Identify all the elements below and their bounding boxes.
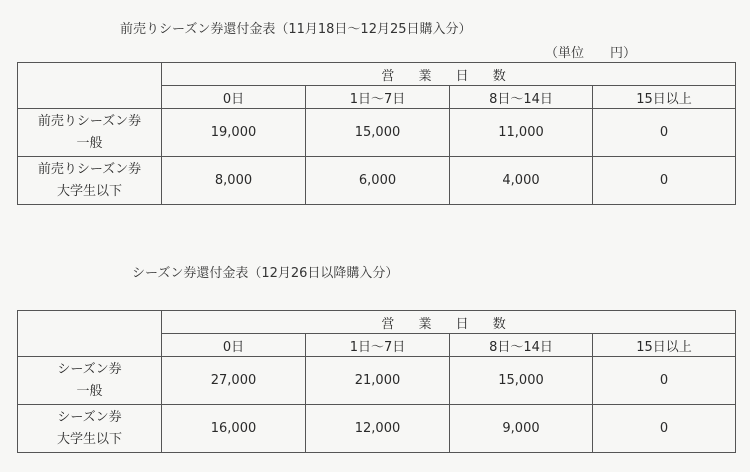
table-cell: 15,000 bbox=[450, 357, 593, 405]
column-header: 8日～14日 bbox=[450, 86, 593, 109]
table1-title: 前売りシーズン券還付金表（11月18日～12月25日購入分） bbox=[120, 22, 472, 37]
column-header: 15日以上 bbox=[593, 86, 736, 109]
table-row bbox=[18, 157, 736, 205]
table-cell: 4,000 bbox=[450, 157, 593, 205]
table-cell: 0 bbox=[593, 357, 736, 405]
column-header: 0日 bbox=[162, 86, 306, 109]
row-label-line1: 前売りシーズン券 bbox=[37, 161, 142, 177]
row-label bbox=[18, 109, 162, 157]
column-header: 8日～14日 bbox=[450, 334, 593, 357]
row-label-line1: 前売りシーズン券 bbox=[37, 113, 142, 129]
refund-table-presale bbox=[17, 62, 736, 205]
column-header: 1日～7日 bbox=[306, 334, 450, 357]
row-label-line2: 大学生以下 bbox=[56, 431, 122, 447]
table-cell: 12,000 bbox=[306, 405, 450, 453]
group-header: 営 業 日 数 bbox=[162, 311, 736, 334]
table2-title: シーズン券還付金表（12月26日以降購入分） bbox=[132, 266, 399, 281]
corner-cell bbox=[18, 63, 162, 109]
group-header: 営 業 日 数 bbox=[162, 63, 736, 86]
column-header: 15日以上 bbox=[593, 334, 736, 357]
table-cell: 15,000 bbox=[306, 109, 450, 157]
column-header: 1日～7日 bbox=[306, 86, 450, 109]
table-cell: 21,000 bbox=[306, 357, 450, 405]
row-label-line2: 一般 bbox=[76, 135, 103, 151]
table-cell: 11,000 bbox=[450, 109, 593, 157]
row-label-line1: シーズン券 bbox=[57, 409, 122, 425]
table-row bbox=[18, 109, 736, 157]
table-cell: 0 bbox=[593, 405, 736, 453]
column-header: 0日 bbox=[162, 334, 306, 357]
row-label-line2: 一般 bbox=[76, 383, 103, 399]
row-label-line1: シーズン券 bbox=[57, 361, 122, 377]
refund-table-season bbox=[17, 310, 736, 453]
table-cell: 6,000 bbox=[306, 157, 450, 205]
unit-label: （単位 円） bbox=[545, 46, 637, 61]
table-cell: 16,000 bbox=[162, 405, 306, 453]
table-cell: 19,000 bbox=[162, 109, 306, 157]
row-label bbox=[18, 157, 162, 205]
table-cell: 27,000 bbox=[162, 357, 306, 405]
table-cell: 0 bbox=[593, 157, 736, 205]
table-row bbox=[18, 357, 736, 405]
row-label bbox=[18, 405, 162, 453]
corner-cell bbox=[18, 311, 162, 357]
table-cell: 9,000 bbox=[450, 405, 593, 453]
table-cell: 0 bbox=[593, 109, 736, 157]
table-row bbox=[18, 405, 736, 453]
table-cell: 8,000 bbox=[162, 157, 306, 205]
row-label-line2: 大学生以下 bbox=[56, 183, 122, 199]
row-label bbox=[18, 357, 162, 405]
